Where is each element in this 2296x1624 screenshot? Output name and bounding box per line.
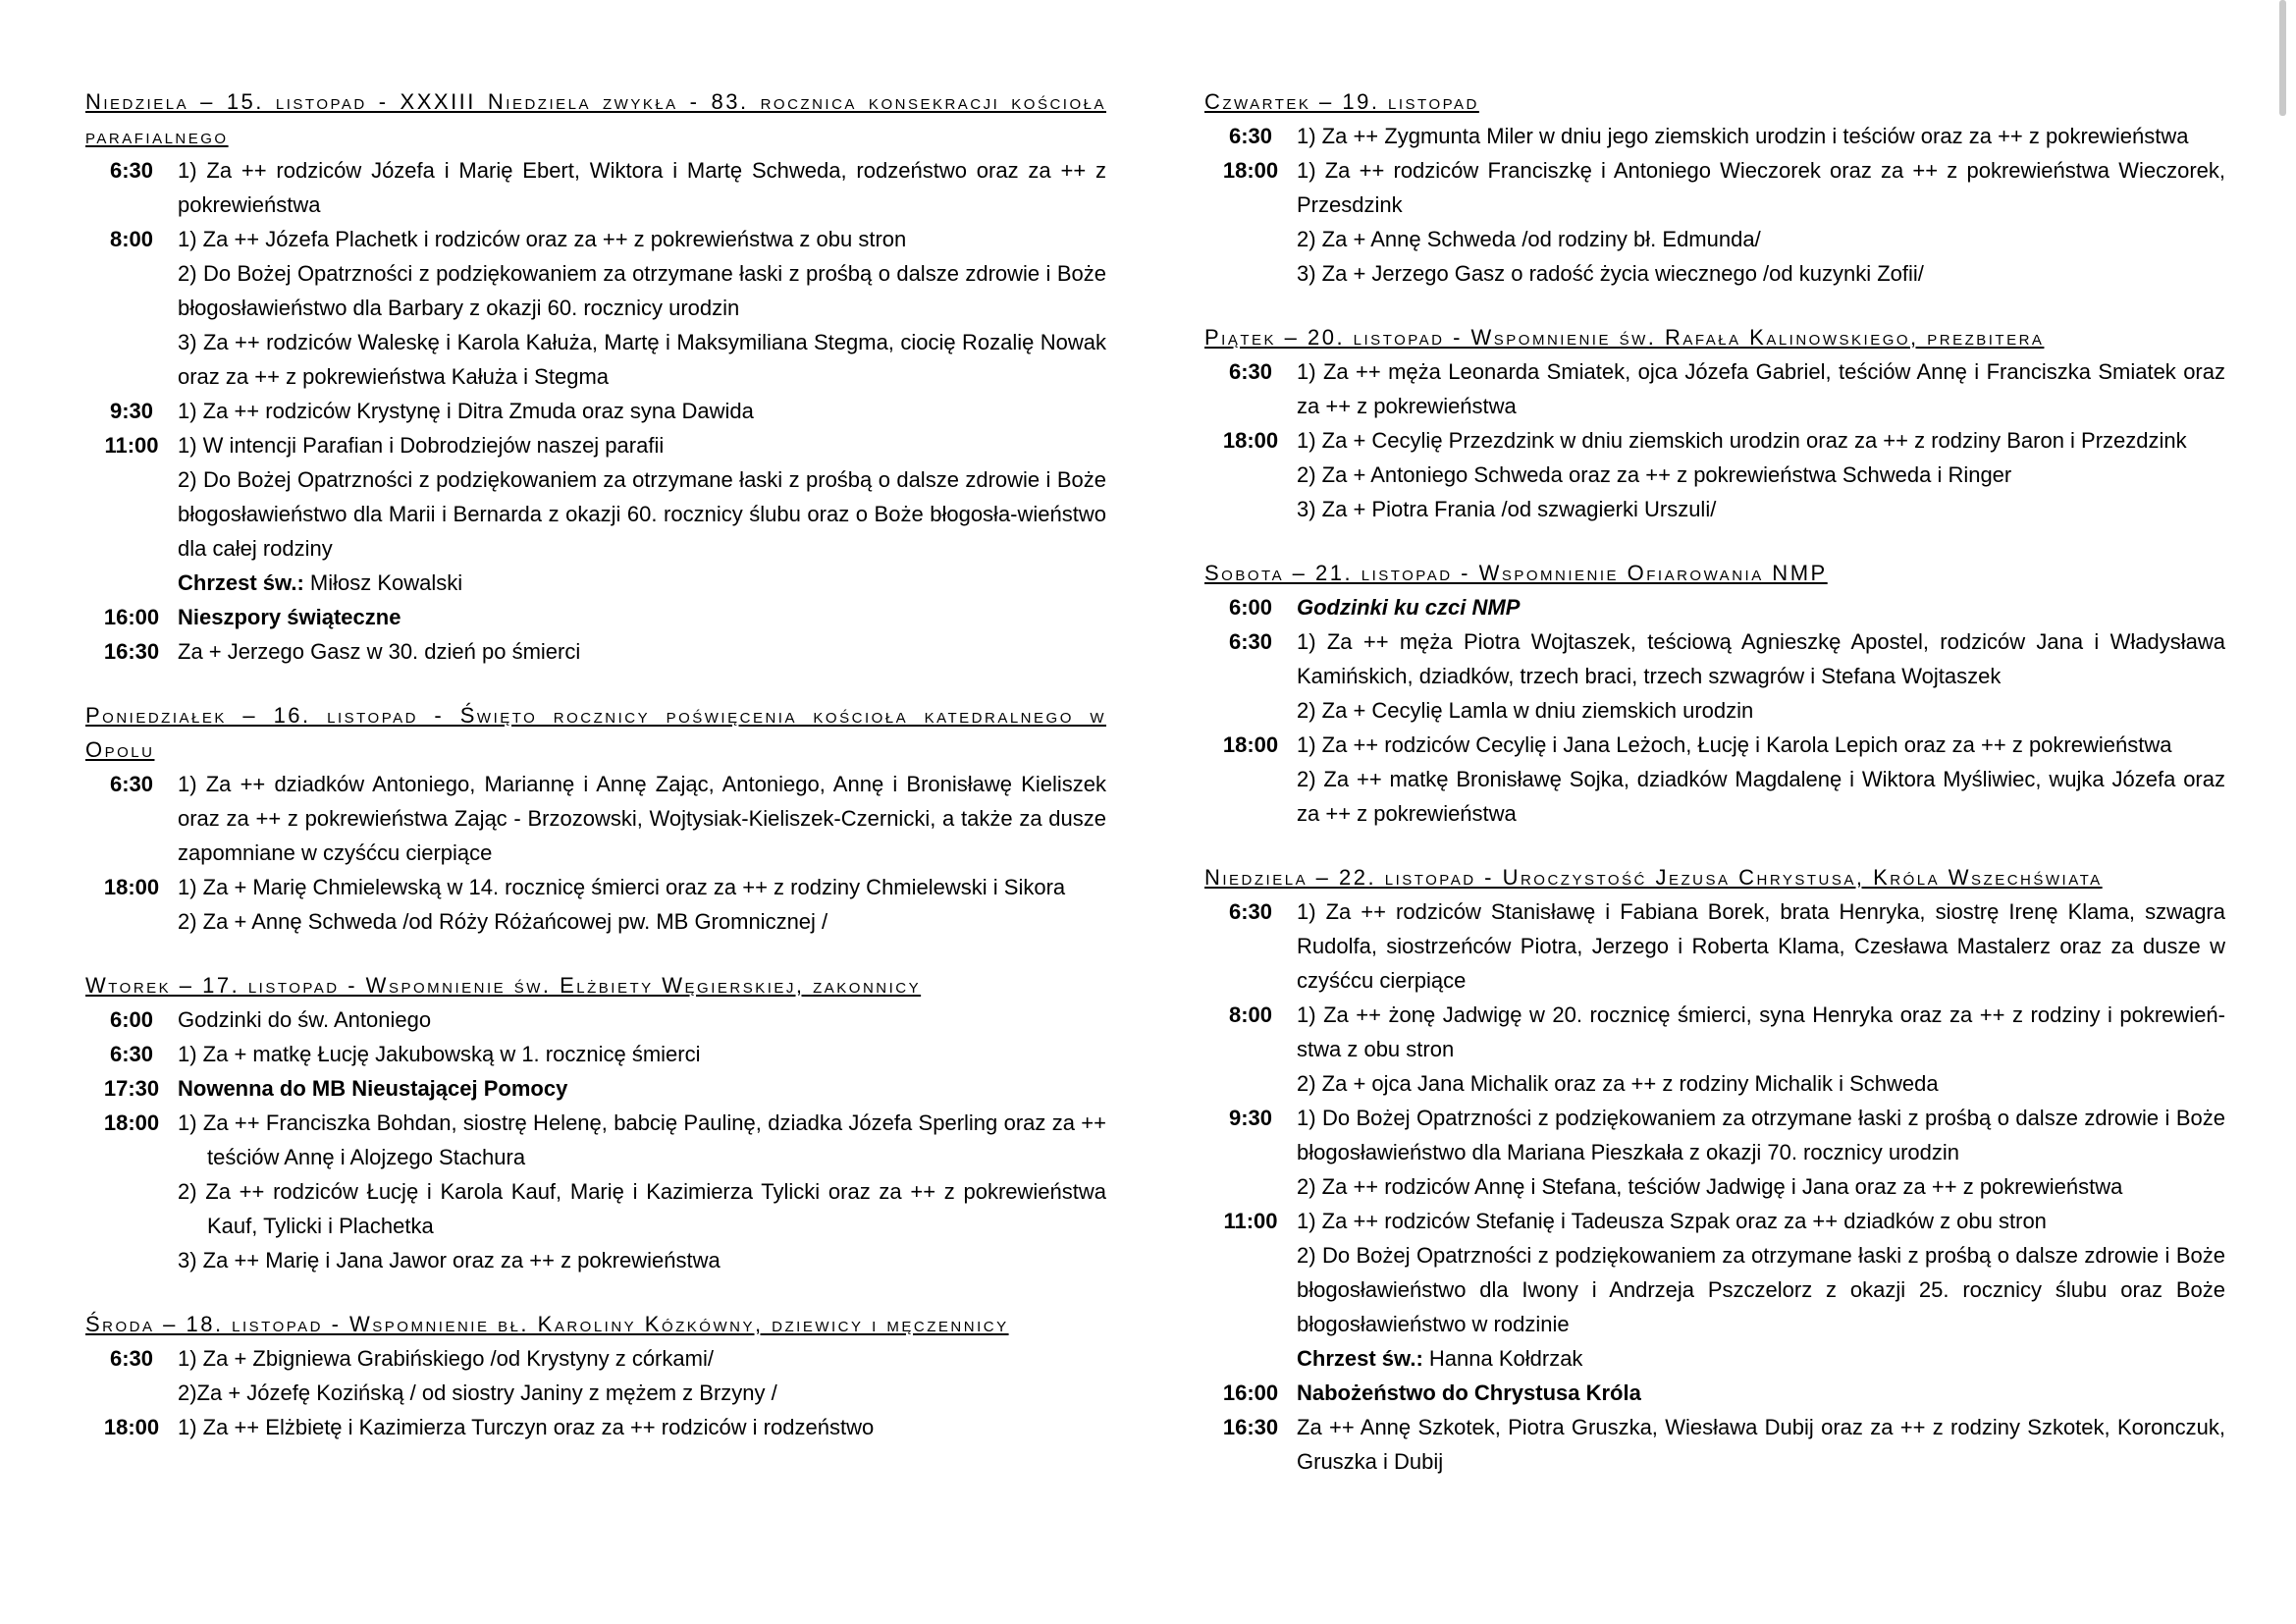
intention-text: Za ++ Annę Szkotek, Piotra Gruszka, Wiesława Dubij oraz za ++ z rodziny Szkotek, Koronczuk, Gruszka i Dubij [1297, 1415, 2225, 1474]
mass-time: 18:00 [1222, 158, 1279, 183]
mass-time: 9:30 [1228, 1106, 1273, 1130]
mass-entry [1204, 894, 2225, 998]
mass-time: 9:30 [109, 399, 154, 423]
intention-text: 1) Za ++ rodziców Franciszkę i Antoniego Wieczorek oraz za ++ z pokrewieństwa Wieczorek, Przesdzink [1297, 158, 2225, 217]
mass-entry [1204, 153, 2225, 291]
day-title: Piątek – 20. listopad - Wspomnienie św. Rafała Kalinowskiego, prezbitera [1204, 325, 2045, 350]
intention-text: 1) Za ++ rodziców Stefanię i Tadeusza Szpak oraz za ++ dziadków z obu stron [1297, 1209, 2047, 1233]
day-title: Wtorek – 17. listopad - Wspomnienie św. Elżbiety Węgierskiej, zakonnicy [85, 973, 922, 998]
day-section [85, 968, 1106, 1277]
day-section [1204, 84, 2225, 291]
mass-time: 18:00 [103, 1110, 160, 1135]
mass-time: 6:30 [109, 1346, 154, 1371]
vertical-scrollbar[interactable] [2279, 0, 2286, 116]
mass-entry [85, 634, 1106, 669]
mass-entry [85, 1341, 1106, 1410]
mass-time: 8:00 [109, 227, 154, 251]
mass-entry [85, 394, 1106, 428]
mass-time: 6:30 [1228, 629, 1273, 654]
mass-entry [1204, 1204, 2225, 1376]
mass-entry [85, 222, 1106, 394]
intention-text: Nowenna do MB Nieustającej Pomocy [178, 1076, 568, 1101]
day-section [85, 698, 1106, 939]
intention-text: 1) Za ++ męża Leonarda Smiatek, ojca Józefa Gabriel, teściów Annę i Franciszka Smiatek oraz za ++ z pokrewieństwa [1297, 359, 2225, 418]
intention-text: 1) Za + Cecylię Przezdzink w dniu ziemskich urodzin oraz za ++ z rodziny Baron i Przezdzink [1297, 428, 2187, 453]
mass-time: 6:30 [1228, 359, 1273, 384]
mass-time: 6:30 [109, 1042, 154, 1066]
mass-entry [1204, 423, 2225, 526]
intention-text: 1) Za ++ męża Piotra Wojtaszek, teściową Agnieszkę Apostel, rodziców Jana i Władysława Kamińskich, dziadków, trzech braci, trzech szwagrów i Stefana Wojtaszek [1297, 629, 2225, 688]
mass-entry [1204, 119, 2225, 153]
mass-time: 6:30 [1228, 124, 1273, 148]
day-title: Niedziela – 22. listopad - Uroczystość Jezusa Chrystusa, Króla Wszechświata [1204, 865, 2103, 890]
day-section [85, 84, 1106, 669]
intention-text: 2)Za + Józefę Kozińską / od siostry Janiny z mężem z Brzyny / [178, 1380, 777, 1405]
intention-text: 1) Za ++ rodziców Stanisławę i Fabiana Borek, brata Henryka, siostrę Irenę Klama, szwagra Rudolfa, siostrzeńców Piotra, Jerzego i Roberta Klama, Czesława Mastalerz oraz za dusze w czyśćcu cierpiące [1297, 899, 2225, 993]
mass-time: 8:00 [1228, 1002, 1273, 1027]
intention-text: 3) Za ++ rodziców Waleskę i Karola Kałuża, Martę i Maksymiliana Stegma, ciocię Rozalię Nowak oraz za ++ z pokrewieństwa Kałuża i Stegma [178, 330, 1106, 389]
day-title: Czwartek – 19. listopad [1204, 89, 1479, 114]
day-section [1204, 320, 2225, 526]
mass-time: 17:30 [103, 1076, 160, 1101]
mass-time: 16:00 [1222, 1380, 1279, 1405]
baptism-label: Chrzest św.: [178, 570, 304, 595]
day-title: Sobota – 21. listopad - Wspomnienie Ofiarowania NMP [1204, 561, 1828, 585]
mass-time: 6:30 [1228, 899, 1273, 924]
intention-text: Nieszpory świąteczne [178, 605, 401, 629]
intention-text: 1) Za + matkę Łucję Jakubowską w 1. rocznicę śmierci [178, 1042, 701, 1066]
intention-text: 1) Za ++ rodziców Krystynę i Ditra Zmuda oraz syna Dawida [178, 399, 754, 423]
mass-time: 6:00 [1228, 595, 1273, 620]
intention-text: Za + Jerzego Gasz w 30. dzień po śmierci [178, 639, 581, 664]
mass-time: 11:00 [104, 433, 159, 458]
mass-entry [1204, 624, 2225, 728]
mass-entry [1204, 728, 2225, 831]
intention-text: 1) Za ++ rodziców Józefa i Marię Ebert, Wiktora i Martę Schweda, rodzeństwo oraz za ++ z pokrewieństwa [178, 158, 1106, 217]
day-title: Środa – 18. listopad - Wspomnienie bł. Karoliny Kózkówny, dziewicy i męczennicy [85, 1312, 1009, 1336]
mass-time: 6:30 [109, 158, 154, 183]
intention-text: 3) Za + Jerzego Gasz o radość życia wiecznego /od kuzynki Zofii/ [1297, 261, 1924, 286]
intention-text: Godzinki ku czci NMP [1297, 595, 1521, 620]
baptism-note [1297, 1341, 2225, 1376]
mass-entry [1204, 590, 2225, 624]
intention-text: 3) Za ++ Marię i Jana Jawor oraz za ++ z pokrewieństwa [178, 1248, 721, 1272]
mass-entry [85, 1037, 1106, 1071]
baptism-label: Chrzest św.: [1297, 1346, 1423, 1371]
mass-entry [1204, 1410, 2225, 1479]
intention-text: 2) Za + ojca Jana Michalik oraz za ++ z rodziny Michalik i Schweda [1297, 1071, 1939, 1096]
mass-time: 16:30 [103, 639, 160, 664]
intention-text: 2) Do Bożej Opatrzności z podziękowaniem za otrzymane łaski z prośbą o dalsze zdrowie i Boże błogosławieństwo dla Marii i Bernarda z okazji 60. rocznicy ślubu oraz o Boże błogosła-wieństwo dla całej rodziny [178, 467, 1106, 561]
mass-time: 18:00 [103, 875, 160, 899]
intention-text: 1) Za ++ Elżbietę i Kazimierza Turczyn oraz za ++ rodziców i rodzeństwo [178, 1415, 875, 1439]
mass-entry [1204, 1101, 2225, 1204]
intention-text: 2) Za + Cecylię Lamla w dniu ziemskich urodzin [1297, 698, 1754, 723]
mass-time: 16:30 [1222, 1415, 1279, 1439]
intention-text: 2) Za ++ rodziców Annę i Stefana, teściów Jadwigę i Jana oraz za ++ z pokrewieństwa [1297, 1174, 2123, 1199]
intention-text: 2) Za ++ rodziców Łucję i Karola Kauf, Marię i Kazimierza Tylicki oraz za ++ z pokrewieństwa Kauf, Tylicki i Plachetka [178, 1179, 1106, 1238]
mass-entry [1204, 1376, 2225, 1410]
left-column [85, 84, 1106, 1474]
mass-entry [85, 428, 1106, 600]
mass-entry [85, 1106, 1106, 1277]
intention-text: Godzinki do św. Antoniego [178, 1007, 432, 1032]
mass-time: 6:00 [109, 1007, 154, 1032]
baptism-name: Miłosz Kowalski [303, 570, 463, 595]
intention-text: 2) Do Bożej Opatrzności z podziękowaniem za otrzymane łaski z prośbą o dalsze zdrowie i Boże błogosławieństwo dla Iwony i Andrzeja Pszczelorz z okazji 25. rocznicy ślubu oraz Boże błogosławieństwo w rodzinie [1297, 1243, 2225, 1336]
intention-text: 1) Za + Marię Chmielewską w 14. rocznicę śmierci oraz za ++ z rodziny Chmielewski i Sikora [178, 875, 1066, 899]
mass-entry [1204, 354, 2225, 423]
baptism-name: Hanna Kołdrzak [1422, 1346, 1583, 1371]
mass-entry [85, 767, 1106, 870]
day-title: Poniedziałek – 16. listopad - Święto rocznicy poświęcenia kościoła katedralnego w Opolu [85, 703, 1106, 762]
mass-time: 18:00 [1222, 428, 1279, 453]
mass-entry [85, 1002, 1106, 1037]
mass-time: 16:00 [103, 605, 160, 629]
mass-entry [85, 1071, 1106, 1106]
day-section [85, 1307, 1106, 1444]
intention-text: 2) Za ++ matkę Bronisławę Sojka, dziadków Magdalenę i Wiktora Myśliwiec, wujka Józefa oraz za ++ z pokrewieństwa [1297, 767, 2225, 826]
intention-text: 2) Za + Annę Schweda /od Róży Różańcowej pw. MB Gromnicznej / [178, 909, 828, 934]
intention-text: 1) Za ++ Franciszka Bohdan, siostrę Helenę, babcię Paulinę, dziadka Józefa Sperling oraz za ++ teściów Annę i Alojzego Stachura [178, 1110, 1106, 1169]
intention-text: 2) Za + Antoniego Schweda oraz za ++ z pokrewieństwa Schweda i Ringer [1297, 462, 2012, 487]
intention-text: 1) W intencji Parafian i Dobrodziejów naszej parafii [178, 433, 665, 458]
intention-text: 1) Za ++ żonę Jadwigę w 20. rocznicę śmierci, syna Henryka oraz za ++ z rodziny i pokrewień-stwa z obu stron [1297, 1002, 2225, 1061]
mass-entry [85, 153, 1106, 222]
mass-entry [85, 870, 1106, 939]
intention-text: 1) Do Bożej Opatrzności z podziękowaniem za otrzymane łaski z prośbą o dalsze zdrowie i Boże błogosławieństwo dla Mariana Pieszkała z okazji 70. rocznicy urodzin [1297, 1106, 2225, 1164]
intention-text: 1) Za ++ Zygmunta Miler w dniu jego ziemskich urodzin i teściów oraz za ++ z pokrewieństwa [1297, 124, 2189, 148]
baptism-note [178, 566, 1106, 600]
intention-text: 1) Za ++ dziadków Antoniego, Mariannę i Annę Zając, Antoniego, Annę i Bronisławę Kieliszek oraz za ++ z pokrewieństwa Zając - Brzozowski, Wojtysiak-Kieliszek-Czernicki, a także za dusze zapomniane w czyśćcu cierpiące [178, 772, 1106, 865]
intention-text: 2) Do Bożej Opatrzności z podziękowaniem za otrzymane łaski z prośbą o dalsze zdrowie i Boże błogosławieństwo dla Barbary z okazji 60. rocznicy urodzin [178, 261, 1106, 320]
day-section [1204, 860, 2225, 1479]
day-section [1204, 556, 2225, 831]
intention-text: 3) Za + Piotra Frania /od szwagierki Urszuli/ [1297, 497, 1717, 521]
day-title: Niedziela – 15. listopad - XXXIII Niedziela zwykła - 83. rocznica konsekracji kościoła parafialnego [85, 89, 1106, 148]
right-column [1204, 84, 2225, 1508]
mass-time: 6:30 [109, 772, 154, 796]
intention-text: 2) Za + Annę Schweda /od rodziny bł. Edmunda/ [1297, 227, 1761, 251]
mass-time: 18:00 [1222, 732, 1279, 757]
mass-time: 11:00 [1223, 1209, 1278, 1233]
mass-entry [85, 1410, 1106, 1444]
mass-time: 18:00 [103, 1415, 160, 1439]
intention-text: 1) Za ++ rodziców Cecylię i Jana Leżoch, Łucję i Karola Lepich oraz za ++ z pokrewieństwa [1297, 732, 2172, 757]
intention-text: 1) Za + Zbigniewa Grabińskiego /od Krystyny z córkami/ [178, 1346, 714, 1371]
mass-entry [85, 600, 1106, 634]
intention-text: Nabożeństwo do Chrystusa Króla [1297, 1380, 1641, 1405]
intention-text: 1) Za ++ Józefa Plachetk i rodziców oraz za ++ z pokrewieństwa z obu stron [178, 227, 907, 251]
mass-entry [1204, 998, 2225, 1101]
